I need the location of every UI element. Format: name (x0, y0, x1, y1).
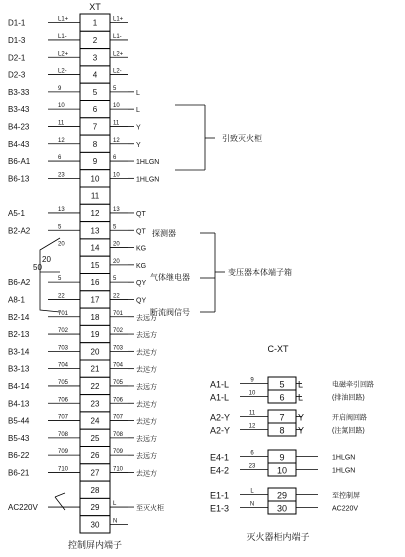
right-device-label: QY (136, 280, 147, 288)
right-terminal-row (210, 390, 365, 403)
left-wire-number: 707 (58, 414, 69, 421)
left-wire-number: 705 (58, 379, 69, 386)
right-terminal-row (210, 450, 355, 463)
right-device-label: 去远方 (136, 401, 157, 409)
right-wire-number: 5 (113, 85, 117, 92)
left-wire-number: 5 (58, 224, 62, 231)
right-device-label: Y (136, 141, 141, 149)
right-wire-number: L1- (113, 33, 122, 40)
right-device-label: L (136, 107, 140, 115)
left-wire-number: 701 (58, 310, 69, 317)
left-device-label: AC220V (8, 503, 38, 513)
left-wire-number: 6 (58, 155, 62, 162)
left-terminal-row (80, 256, 146, 273)
left-terminal-row (8, 325, 157, 342)
left-wire-number: 704 (58, 362, 69, 369)
left-device-label: D1-3 (8, 35, 26, 45)
flow-signal-label: 断流阀信号 (150, 308, 190, 317)
terminal-number: 7 (279, 412, 285, 423)
terminal-number: 3 (92, 53, 98, 63)
left-wire-number: L2+ (58, 51, 69, 58)
right-wire-number: 10 (113, 103, 120, 110)
terminal-number: 9 (92, 157, 98, 167)
terminal-number: 19 (90, 330, 100, 340)
left-device-label: B4-23 (8, 122, 30, 132)
right-wire-number: L2+ (113, 51, 124, 58)
right-wire-number: 20 (113, 241, 120, 248)
right-wire-number: 709 (113, 449, 124, 456)
right-device-label: 至灭火柜 (136, 505, 164, 513)
right-terminal-row (210, 463, 355, 476)
left-wire-number: 708 (58, 431, 69, 438)
terminal-number: 21 (90, 364, 100, 374)
right-device-label: QT (136, 228, 146, 236)
left-wire-number: 702 (58, 328, 69, 335)
right-device-label: 1HLGN (136, 159, 160, 167)
left-device-label: A1-L (210, 392, 230, 403)
terminal-number: 18 (90, 312, 100, 322)
transformer-box-label: 变压器本体端子箱 (228, 268, 292, 277)
left-wire-number: 5 (58, 276, 62, 283)
left-wire-number: 11 (58, 120, 65, 127)
right-wire-number: 6 (113, 155, 117, 162)
right-wire-label: Y (298, 425, 305, 436)
left-device-label: A2-Y (210, 412, 231, 423)
left-terminal-row (8, 14, 128, 31)
loop-wire-50-label: 50 (33, 263, 42, 272)
terminal-number: 14 (90, 243, 100, 253)
left-device-label: B2-13 (8, 330, 30, 340)
terminal-number: 30 (276, 503, 288, 514)
terminal-number: 9 (279, 452, 285, 463)
right-device-label: AC220V (332, 505, 359, 513)
left-terminal-row (8, 152, 159, 169)
terminal-number: 28 (90, 485, 100, 495)
left-device-label: A8-1 (8, 295, 25, 305)
right-wire-number: 11 (113, 120, 120, 127)
right-wire-number: 702 (113, 328, 124, 335)
left-device-label: B6-A1 (8, 157, 31, 167)
left-terminal-row (8, 360, 157, 377)
right-device-label: 去远方 (136, 470, 157, 478)
right-device-label: 去远方 (136, 453, 157, 461)
left-device-label: B3-33 (8, 87, 30, 97)
left-strip-caption: 控制屏内端子 (67, 540, 123, 550)
terminal-number: 20 (90, 347, 100, 357)
left-wire-number: 23 (58, 172, 65, 179)
ac220v-bracket (55, 493, 65, 510)
left-device-label: B6-22 (8, 451, 30, 461)
left-device-label: B3-43 (8, 105, 30, 115)
left-wire-number: 710 (58, 466, 69, 473)
left-device-label: B6-A2 (8, 278, 31, 288)
left-terminal-row (8, 204, 146, 221)
right-device-label: 去远方 (136, 366, 157, 374)
gas-relay-label: 气体继电器 (150, 273, 190, 282)
left-device-label: D2-1 (8, 53, 26, 63)
terminal-number: 17 (90, 295, 100, 305)
left-terminal-row (8, 274, 146, 291)
left-device-label: E4-1 (210, 452, 230, 463)
left-terminal-row (8, 49, 128, 66)
terminal-number: 5 (92, 87, 98, 97)
left-wire-number: 9 (250, 377, 254, 384)
left-terminal-row (8, 222, 146, 239)
left-terminal-row (8, 135, 141, 152)
left-device-label: B4-43 (8, 139, 30, 149)
right-terminal-row (210, 488, 360, 501)
left-terminal-row (8, 343, 157, 360)
left-wire-number: L2- (58, 68, 67, 75)
left-terminal-strip (8, 14, 164, 533)
terminal-number: 1 (92, 18, 98, 28)
right-wire-number: 13 (113, 206, 120, 213)
right-wire-number: 20 (113, 258, 120, 265)
left-terminal-row (8, 308, 157, 325)
left-terminal-row (8, 498, 164, 515)
left-wire-number: 13 (58, 206, 65, 213)
terminal-number: 22 (90, 381, 100, 391)
right-device-label: 至控制屏 (332, 492, 360, 500)
right-wire-number: 12 (113, 137, 120, 144)
right-wire-label: L (298, 392, 304, 403)
right-wire-number: 710 (113, 466, 124, 473)
left-device-label: A5-1 (8, 208, 25, 218)
left-wire-number: L1- (58, 33, 67, 40)
terminal-number: 10 (276, 465, 288, 476)
right-device-label: 电磁牵引回路 (332, 381, 374, 389)
detector-label: 探测器 (152, 229, 176, 238)
terminal-number: 4 (92, 70, 98, 80)
right-device-label: 1HLGN (332, 467, 356, 475)
right-device-label: 去远方 (136, 314, 157, 322)
left-wire-number: 706 (58, 397, 69, 404)
right-device-label: KG (136, 245, 147, 253)
right-device-label: Y (136, 124, 141, 132)
left-terminal-row (8, 395, 157, 412)
right-device-label: 1HLGN (332, 454, 356, 462)
left-wire-number: 10 (248, 390, 256, 397)
left-device-label: B4-14 (8, 381, 30, 391)
terminal-number: 11 (90, 191, 100, 201)
left-device-label: D1-1 (8, 18, 26, 28)
left-device-label: B5-43 (8, 433, 30, 443)
right-wire-number: 5 (113, 276, 117, 283)
right-terminal-strip (210, 377, 374, 514)
right-device-label: KG (136, 262, 147, 270)
right-device-label: 去远方 (136, 332, 157, 340)
right-wire-number: N (113, 518, 118, 525)
right-wire-number: 703 (113, 345, 124, 352)
left-wire-number: 709 (58, 449, 69, 456)
right-device-label: 去远方 (136, 383, 157, 391)
left-terminal-row (58, 239, 146, 256)
left-terminal-row (8, 429, 157, 446)
left-wire-number: 20 (58, 241, 65, 248)
left-terminal-row (80, 481, 110, 498)
left-device-label: B6-21 (8, 468, 30, 478)
right-device-label: L (136, 89, 140, 97)
left-device-label: B2-A2 (8, 226, 31, 236)
left-terminal-row (8, 412, 157, 429)
left-terminal-row (8, 377, 157, 394)
left-device-label: B4-13 (8, 399, 30, 409)
terminal-number: 29 (276, 490, 288, 501)
terminal-number: 8 (92, 139, 98, 149)
left-wire-number: 23 (248, 463, 256, 470)
left-wire-number: 12 (248, 423, 256, 430)
terminal-number: 7 (92, 122, 98, 132)
right-terminal-row (210, 423, 365, 436)
right-device-label: 去远方 (136, 418, 157, 426)
terminal-number: 6 (92, 105, 98, 115)
terminal-number: 24 (90, 416, 100, 426)
right-wire-number: L2- (113, 68, 122, 75)
right-device-label: 开启阀回路 (332, 414, 367, 422)
left-device-label: D2-3 (8, 70, 26, 80)
right-wire-number: 705 (113, 379, 124, 386)
right-terminal-row (210, 501, 358, 514)
left-wire-number: 9 (58, 85, 62, 92)
left-device-label: E4-2 (210, 465, 230, 476)
left-wire-number: L1+ (58, 16, 69, 23)
loop-wire (40, 238, 60, 312)
left-device-label: B5-44 (8, 416, 30, 426)
right-terminal-row (210, 410, 367, 423)
terminal-number: 5 (279, 379, 285, 390)
terminal-number: 8 (279, 425, 285, 436)
left-device-label: A2-Y (210, 425, 231, 436)
right-device-label: (注氮回路) (332, 427, 365, 435)
terminal-number: 25 (90, 433, 100, 443)
right-wire-number: 5 (113, 224, 117, 231)
right-terminal-row (210, 377, 374, 390)
left-terminal-row (8, 118, 141, 135)
terminal-number: 27 (90, 468, 100, 478)
right-strip-header: C-XT (267, 344, 289, 354)
terminal-number: 16 (90, 278, 100, 288)
left-terminal-row (8, 66, 128, 83)
left-device-label: A1-L (210, 379, 230, 390)
left-device-label: B3-13 (8, 364, 30, 374)
left-device-label: B6-13 (8, 174, 30, 184)
right-wire-number: 701 (113, 310, 124, 317)
right-wire-label: Y (298, 412, 305, 423)
terminal-number: 23 (90, 399, 100, 409)
left-device-label: B3-14 (8, 347, 30, 357)
right-device-label: 去远方 (136, 349, 157, 357)
left-wire-number: 10 (58, 103, 65, 110)
left-wire-number: 703 (58, 345, 69, 352)
left-strip-header: XT (89, 2, 101, 12)
right-device-label: (排油回路) (332, 394, 365, 402)
left-wire-number: 22 (58, 293, 65, 300)
terminal-number: 6 (279, 392, 285, 403)
terminal-number: 10 (90, 174, 100, 184)
left-terminal-row (8, 464, 157, 481)
left-terminal-row (80, 187, 110, 204)
terminal-number: 12 (90, 208, 100, 218)
right-wire-number: 22 (113, 293, 120, 300)
right-strip-caption: 灭火器柜内端子 (246, 532, 310, 542)
right-device-label: QT (136, 210, 146, 218)
right-device-label: 1HLGN (136, 176, 160, 184)
right-wire-number: 707 (113, 414, 124, 421)
left-terminal-row (8, 83, 140, 100)
right-wire-number: 10 (113, 172, 120, 179)
left-device-label: E1-3 (210, 503, 230, 514)
left-wire-number: L (250, 488, 254, 495)
left-terminal-row (8, 31, 128, 48)
transformer-bracket (200, 233, 225, 312)
right-wire-number: L (113, 501, 117, 508)
left-wire-number: 12 (58, 137, 65, 144)
left-terminal-row (8, 291, 146, 308)
right-device-label: QY (136, 297, 147, 305)
fire-cabinet-label: 引致灭火柜 (222, 134, 262, 143)
terminal-number: 30 (90, 520, 100, 530)
terminal-number: 29 (90, 503, 100, 513)
left-wire-number: 6 (250, 450, 254, 457)
terminal-number: 15 (90, 260, 100, 270)
right-wire-number: 706 (113, 397, 124, 404)
left-terminal-row (80, 516, 128, 533)
right-wire-number: L1+ (113, 16, 124, 23)
right-device-label: 去远方 (136, 435, 157, 443)
left-wire-number: 11 (248, 410, 256, 417)
loop-wire-20-label: 20 (42, 255, 51, 264)
left-device-label: E1-1 (210, 490, 230, 501)
terminal-number: 26 (90, 451, 100, 461)
terminal-number: 2 (92, 35, 98, 45)
left-terminal-row (8, 447, 157, 464)
left-device-label: B2-14 (8, 312, 30, 322)
fire-cabinet-bracket (175, 105, 215, 170)
right-wire-label: L (298, 379, 304, 390)
left-terminal-row (8, 170, 159, 187)
right-wire-number: 708 (113, 431, 124, 438)
left-wire-number: N (249, 501, 255, 508)
left-terminal-row (8, 101, 140, 118)
right-wire-number: 704 (113, 362, 124, 369)
terminal-number: 13 (90, 226, 100, 236)
